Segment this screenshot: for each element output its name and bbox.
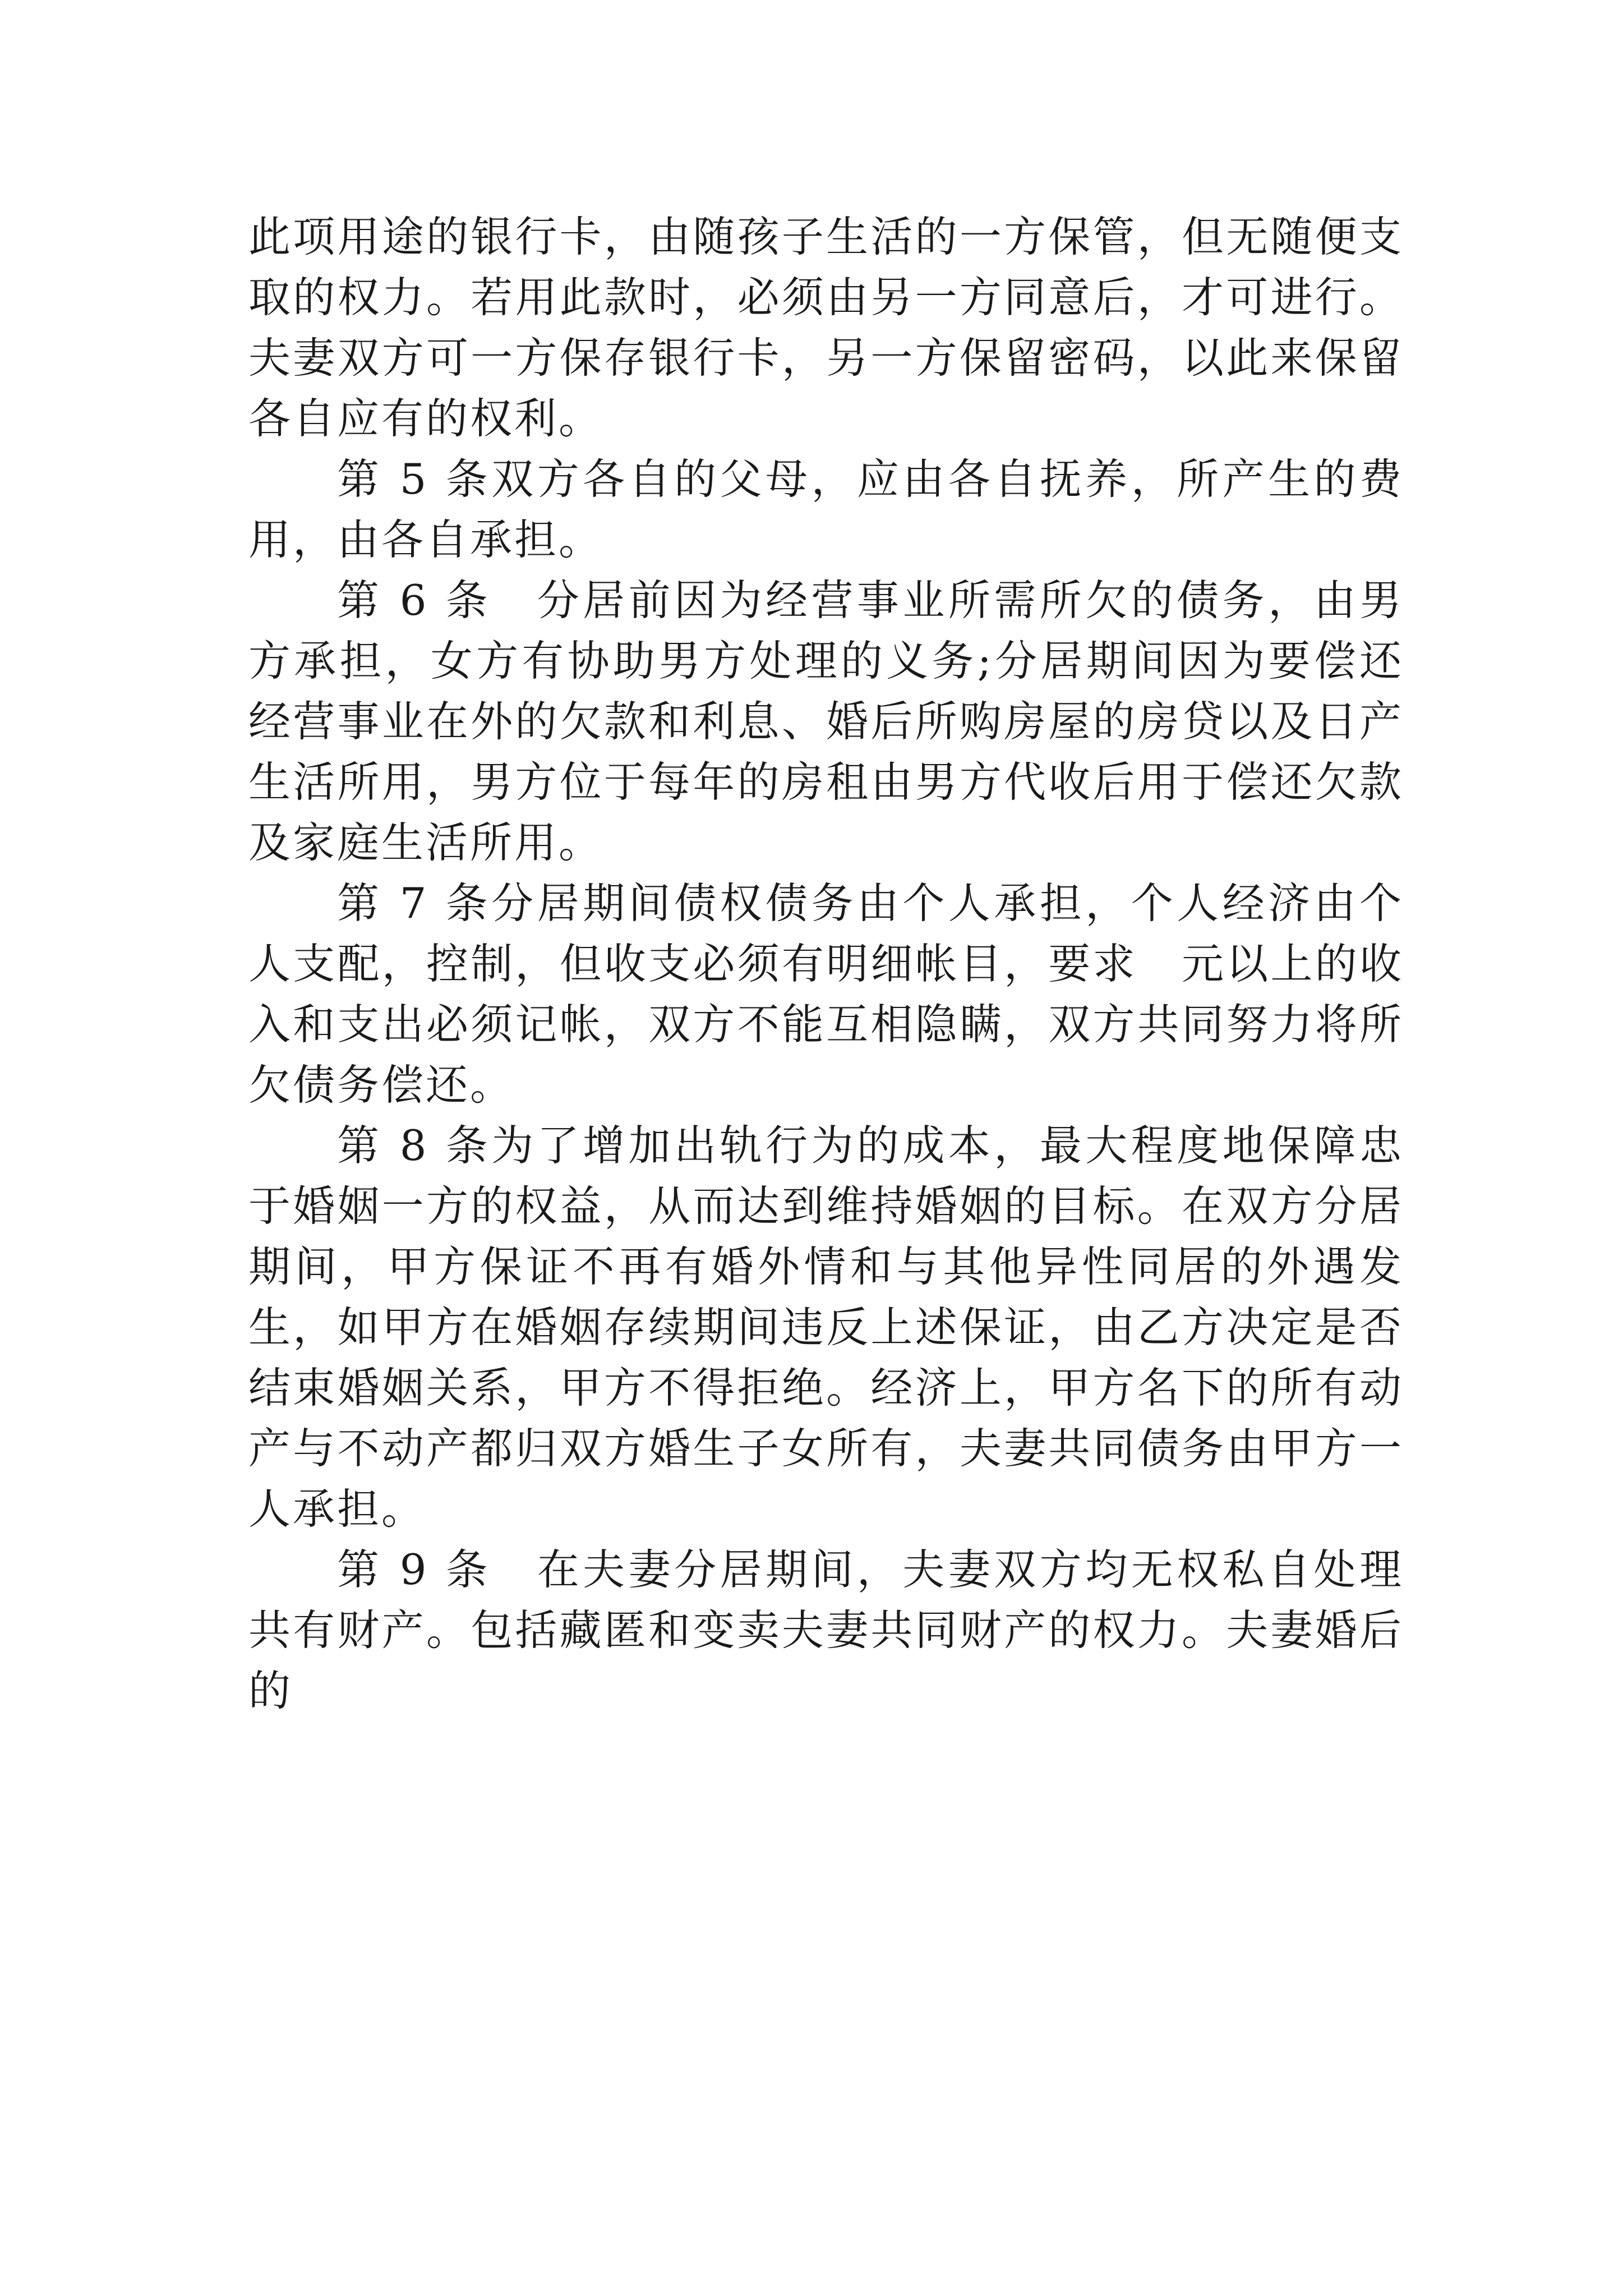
paragraph-article-6: 第 6 条 分居前因为经营事业所需所欠的债务，由男方承担，女方有协助男方处理的义务;分居期间因为要偿还经营事业在外的欠款和利息、婚后所购房屋的房贷以及日产生活所用，男方位于每年的房租由男方代收后用于偿还欠款及家庭生活所用。	[248, 576, 1404, 867]
paragraph-article-8: 第 8 条为了增加出轨行为的成本，最大程度地保障忠于婚姻一方的权益，从而达到维持婚姻的目标。在双方分居期间，甲方保证不再有婚外情和与其他异性同居的外遇发生，如甲方在婚姻存续期间违反上述保证，由乙方决定是否结束婚姻关系，甲方不得拒绝。经济上，甲方名下的所有动产与不动产都归双方婚生子女所有，夫妻共同债务由甲方一人承担。	[248, 1121, 1404, 1534]
document-body	[248, 206, 1404, 1721]
paragraph-article-7: 第 7 条分居期间债权债务由个人承担，个人经济由个人支配，控制，但收支必须有明细帐目，要求 元以上的收入和支出必须记帐，双方不能互相隐瞒，双方共同努力将所欠债务偿还。	[248, 878, 1404, 1110]
paragraph-article-9: 第 9 条 在夫妻分居期间，夫妻双方均无权私自处理共有财产。包括藏匿和变卖夫妻共同财产的权力。夫妻婚后的	[248, 1545, 1404, 1715]
paragraph-article-5: 第 5 条双方各自的父母，应由各自抚养，所产生的费用，由各自承担。	[248, 454, 1404, 564]
paragraph-continuation: 此项用途的银行卡，由随孩子生活的一方保管，但无随便支取的权力。若用此款时，必须由另一方同意后，才可进行。夫妻双方可一方保存银行卡，另一方保留密码，以此来保留各自应有的权利。	[248, 212, 1404, 443]
